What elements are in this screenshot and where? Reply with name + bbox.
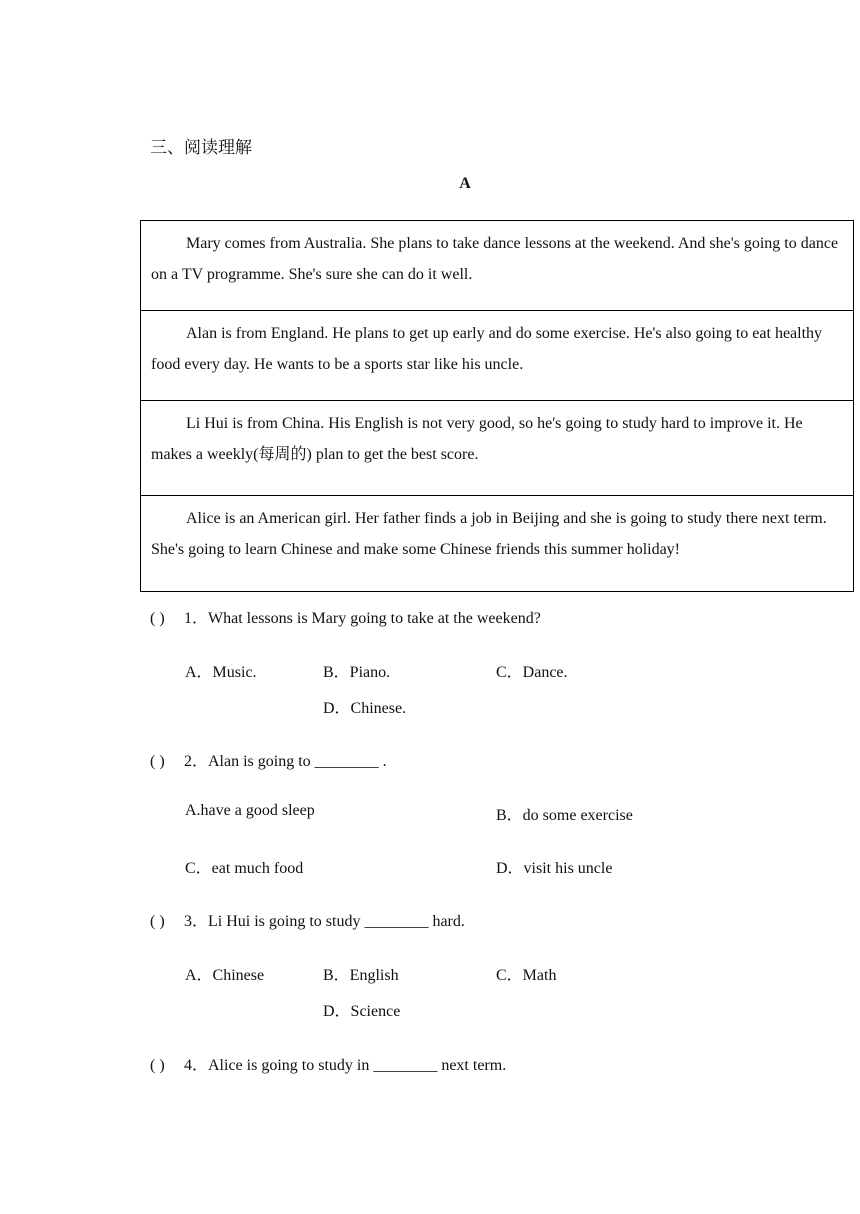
q2-option-a: A.have a good sleep (185, 802, 315, 819)
q3-option-c: C．Math (496, 967, 557, 984)
q1-option-b: B．Piano. (323, 664, 391, 681)
question-2 (150, 748, 387, 771)
question-text: 3．Li Hui is going to study ________ hard. (184, 913, 465, 930)
passage-text-alice: Alice is an American girl. Her father finds a job in Beijing and she is going to study there next term. She's going to learn Chinese and make some Chinese friends this summer holiday! (151, 510, 827, 558)
q3-option-a: A．Chinese (185, 967, 265, 984)
answer-blank[interactable]: ( ) (150, 753, 165, 770)
q1-option-a: A．Music. (185, 664, 257, 681)
answer-blank[interactable]: ( ) (150, 610, 165, 627)
passage-text-mary: Mary comes from Australia. She plans to take dance lessons at the weekend. And she's going to dance on a TV programme. She's sure she can do it well. (151, 235, 839, 283)
answer-blank[interactable]: ( ) (150, 913, 165, 930)
passage-text-alan: Alan is from England. He plans to get up early and do some exercise. He's also going to eat healthy food every day. He wants to be a sports star like his uncle. (151, 325, 823, 373)
question-3 (150, 908, 465, 931)
passage-row (141, 496, 854, 592)
passage-cell (141, 311, 854, 401)
passage-row (141, 221, 854, 311)
q1-option-d: D．Chinese. (323, 700, 407, 717)
question-text: 4．Alice is going to study in ________ next term. (184, 1057, 507, 1074)
q2-option-c: C．eat much food (185, 860, 304, 877)
question-4 (150, 1052, 506, 1075)
answer-blank[interactable]: ( ) (150, 1057, 165, 1074)
passage-text-lihui: Li Hui is from China. His English is not very good, so he's going to study hard to improve it. He makes a weekly(每周的) plan to get the best score. (151, 415, 803, 463)
question-1 (150, 605, 541, 628)
passage-cell (141, 221, 854, 311)
passage-row (141, 401, 854, 496)
q3-option-b: B．English (323, 967, 399, 984)
question-text: 1．What lessons is Mary going to take at the weekend? (184, 610, 541, 627)
q2-option-d: D．visit his uncle (496, 860, 613, 877)
passage-title: A (459, 175, 471, 192)
q3-option-d: D．Science (323, 1003, 401, 1020)
passage-row (141, 311, 854, 401)
q1-option-c: C．Dance. (496, 664, 568, 681)
question-text: 2．Alan is going to ________ . (184, 753, 387, 770)
passage-cell (141, 401, 854, 496)
passages-table (140, 220, 854, 592)
passage-cell (141, 496, 854, 592)
section-title: 三、阅读理解 (150, 138, 252, 158)
q2-option-b: B．do some exercise (496, 807, 633, 824)
